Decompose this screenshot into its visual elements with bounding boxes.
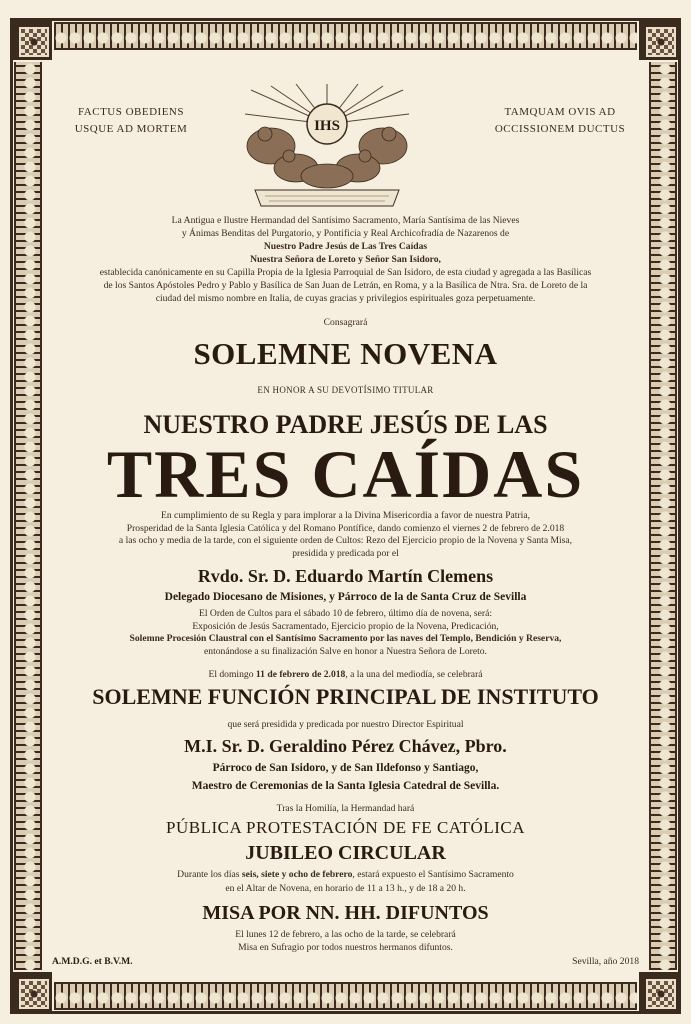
corner-ornament-icon <box>12 20 52 60</box>
jubileo-line: en el Altar de Novena, en horario de 11 a 13 h., y de 18 a 20 h. <box>225 883 466 894</box>
novena-line: a las ocho y media de la tarde, con el siguiente orden de Cultos: Rezo del Ejercicio propio de la Novena y Santa Misa, <box>118 535 573 546</box>
preacher-1-name: Rvdo. Sr. D. Eduardo Martín Clemens <box>197 566 494 586</box>
novena-line: presidida y predicada por el <box>292 547 399 559</box>
motto-right <box>485 104 635 138</box>
jubileo-paragraph <box>48 868 643 896</box>
border-right <box>649 62 677 970</box>
misa-line: Misa en Sufragio por todos nuestros hermanos difuntos. <box>238 942 453 953</box>
border-top <box>54 22 637 50</box>
corner-ornament-icon <box>639 20 679 60</box>
funcion-title: SOLEMNE FUNCIÓN PRINCIPAL DE INSTITUTO <box>92 684 599 709</box>
motto-right-line: OCCISSIONEM DUCTUS <box>494 123 626 135</box>
motto-left-line: USQUE AD MORTEM <box>74 123 188 135</box>
misa-paragraph <box>48 928 643 954</box>
sunday-announcement <box>48 668 643 681</box>
motto-left <box>56 104 206 138</box>
corner-ornament-icon <box>639 972 679 1012</box>
order-line: Exposición de Jesús Sacramentado, Ejercicio propio de la Novena, Predicación, <box>192 620 499 632</box>
corner-ornament-icon <box>12 972 52 1012</box>
protestacion-title: PÚBLICA PROTESTACIÓN DE FE CATÓLICA <box>166 818 525 837</box>
order-line-bold: Solemne Procesión Claustral con el Santísimo Sacramento por las naves del Templo, Bendición y Reserva, <box>129 633 562 644</box>
consagrara-text: Consagrará <box>323 317 368 328</box>
main-title: SOLEMNE NOVENA <box>193 336 498 371</box>
footer-right: Sevilla, año 2018 <box>572 956 639 967</box>
border-bottom <box>54 982 637 1010</box>
order-line: El Orden de Cultos para el sábado 10 de febrero, último día de novena, será: <box>198 608 493 619</box>
titular-line-1: NUESTRO PADRE JESÚS DE LAS <box>143 410 548 439</box>
ihs-monogram: IHS <box>314 118 340 134</box>
order-line: entonándose a su finalización Salve en honor a Nuestra Señora de Loreto. <box>204 645 487 657</box>
homilia-text: Tras la Homilía, la Hermandad hará <box>276 803 415 814</box>
intro-line-bold: Nuestra Señora de Loreto y Señor San Isidoro, <box>250 254 441 265</box>
order-of-worship <box>48 608 643 658</box>
jubileo-days: seis, siete y ocho de febrero <box>241 869 353 880</box>
novena-line: En cumplimiento de su Regla y para implorar a la Divina Misericordia a favor de nuestra Patria, <box>161 510 530 521</box>
motto-right-line: TAMQUAM OVIS AD <box>504 106 616 118</box>
intro-line: ciudad del mismo nombre en Italia, de cuyas gracias y privilegios espirituales goza perpetuamente. <box>155 293 536 304</box>
misa-title: MISA POR NN. HH. DIFUNTOS <box>202 902 489 924</box>
titular-line-2: TRES CAÍDAS <box>106 436 585 512</box>
intro-line: y Ánimas Benditas del Purgatorio, y Pontificia y Real Archicofradía de Nazarenos de <box>181 228 510 239</box>
intro-line: La Antigua e Ilustre Hermandad del Santísimo Sacramento, María Santísima de las Nieves <box>171 215 520 226</box>
brotherhood-crest-icon <box>241 84 413 212</box>
footer-left: A.M.D.G. et B.V.M. <box>52 956 133 967</box>
honor-subtitle: EN HONOR A SU DEVOTÍSIMO TITULAR <box>257 385 434 395</box>
intro-line: establecida canónicamente en su Capilla Propia de la Iglesia Parroquial de San Isidoro, de esta ciudad y agregada a las Basílicas <box>99 267 592 278</box>
preacher-2-name: M.I. Sr. D. Geraldino Pérez Chávez, Pbro. <box>184 736 507 756</box>
jubileo-pre: Durante los días <box>177 869 242 880</box>
presidida-text: que será presidida y predicada por nuestro Director Espiritual <box>227 719 464 730</box>
intro-line: de los Santos Apóstoles Pedro y Pablo y Basílica de San Juan de Letrán, en Roma, y a la Basílica de Ntra. Sra. de Loreto de la <box>103 280 588 291</box>
sunday-post: , a la una del mediodía, se celebrará <box>345 669 483 680</box>
intro-line-bold: Nuestro Padre Jesús de Las Tres Caídas <box>263 241 428 252</box>
intro-paragraph <box>48 214 643 305</box>
border-left <box>14 62 42 970</box>
preacher-2-role-1: Párroco de San Isidoro, y de San Ildefonso y Santiago, <box>212 762 479 774</box>
motto-left-line: FACTUS OBEDIENS <box>77 106 184 118</box>
preacher-1-role: Delegado Diocesano de Misiones, y Párroco de la de Santa Cruz de Sevilla <box>164 591 527 603</box>
novena-line: Prosperidad de la Santa Iglesia Católica y del Romano Pontífice, dando comienzo el viernes 2 de febrero de 2.018 <box>126 522 565 534</box>
poster-content <box>48 60 643 980</box>
novena-paragraph <box>48 510 643 560</box>
sunday-pre: El domingo <box>208 669 256 680</box>
jubileo-line <box>48 868 643 882</box>
sunday-date: 11 de febrero de 2.018 <box>255 669 346 680</box>
jubileo-title: JUBILEO CIRCULAR <box>245 842 446 864</box>
preacher-2-role-2: Maestro de Ceremonias de la Santa Iglesia Catedral de Sevilla. <box>191 780 500 792</box>
jubileo-post: , estará expuesto el Santísimo Sacramento <box>352 869 514 880</box>
misa-line: El lunes 12 de febrero, a las ocho de la tarde, se celebrará <box>235 929 456 940</box>
